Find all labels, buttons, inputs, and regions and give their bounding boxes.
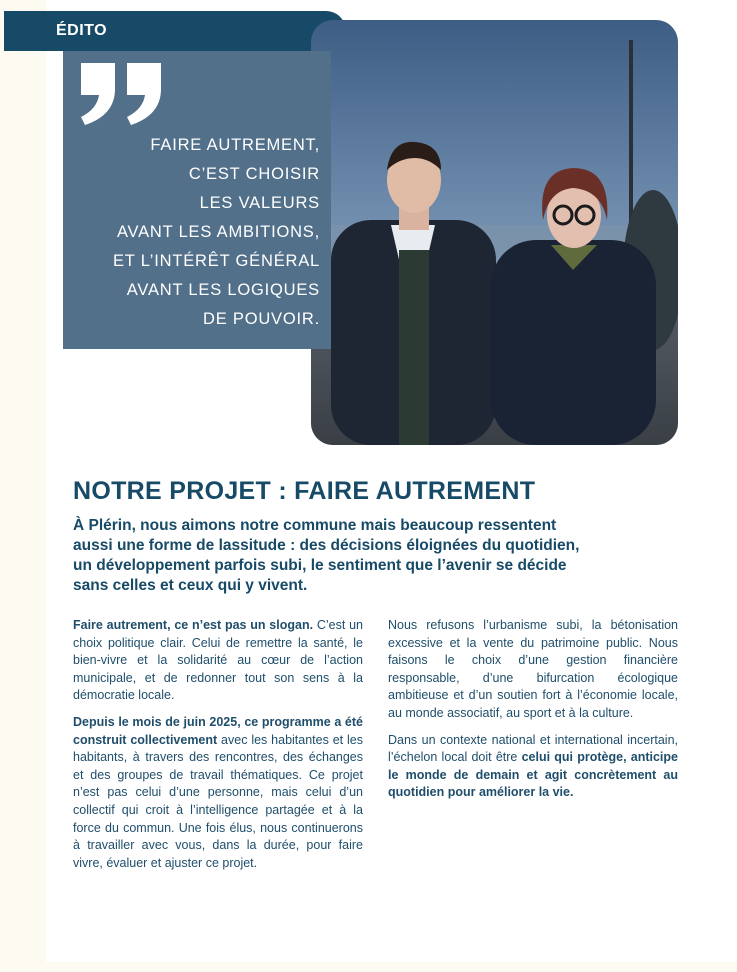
paragraph-emphasis: celui qui protège, anticipe le monde de demain et agit concrètement au quotidien pour améliorer la vie. xyxy=(388,750,678,800)
pull-quote xyxy=(63,51,331,349)
body-paragraph xyxy=(73,714,363,872)
section-label: ÉDITO xyxy=(56,22,108,39)
quote-text xyxy=(70,131,320,334)
body-paragraph xyxy=(388,617,678,723)
left-column xyxy=(73,617,363,881)
paragraph-emphasis: Faire autrement, ce n’est pas un slogan. xyxy=(73,618,314,632)
quote-line: AVANT LES AMBITIONS, xyxy=(116,223,320,241)
article-lead xyxy=(73,516,680,596)
quote-mark-icon xyxy=(77,59,167,127)
quote-line: DE POUVOIR. xyxy=(203,310,320,328)
paragraph-text: Dans un contexte national et international incertain, l’échelon local doit être xyxy=(388,732,678,765)
candidates-photo xyxy=(311,20,678,445)
quote-line: LES VALEURS xyxy=(199,194,320,212)
lead-line: un développement parfois subi, le sentiment que l’avenir se décide xyxy=(73,557,567,574)
article-title: NOTRE PROJET : FAIRE AUTREMENT xyxy=(73,477,536,505)
section-tab xyxy=(4,11,346,51)
body-paragraph xyxy=(73,617,363,705)
quote-line: AVANT LES LOGIQUES xyxy=(126,281,320,299)
quote-line: ET L’INTÉRÊT GÉNÉRAL xyxy=(112,252,320,270)
paragraph-text: avec les habitantes et les habitants, à travers des rencontres, des échanges et des groupes de travail thématiques. Ce projet n’est pas celui d’une personne, mais celui d’un collectif qui croit à l’intelligence partagée et à la force du commun. Une fois élus, nous continuerons à travailler avec vous, dans la durée, pour faire vivre, évaluer et ajuster ce projet. xyxy=(73,732,363,870)
paragraph-text: Nous refusons l’urbanisme subi, la bétonisation excessive et la vente du patrimoine public. Nous faisons le choix d’une gestion financière responsable, d’une bifurcation écologique ambitieuse et d’un soutien fort à l’économie locale, au monde associatif, au sport et à la culture. xyxy=(388,618,678,720)
quote-line: FAIRE AUTREMENT, xyxy=(150,136,320,154)
paragraph-emphasis: Depuis le mois de juin 2025, ce programme a été construit collectivement xyxy=(73,714,363,747)
lead-line: À Plérin, nous aimons notre commune mais beaucoup ressentent xyxy=(73,517,557,534)
paragraph-text: C’est un choix politique clair. Celui de remettre la santé, le bien-vivre et la solidarité au cœur de l’action municipale, et de redonner tout son sens à la démocratie locale. xyxy=(73,618,363,703)
right-column xyxy=(388,617,678,811)
quote-line: C’EST CHOISIR xyxy=(188,165,320,183)
lead-line: sans celles et ceux qui y vivent. xyxy=(73,577,308,594)
body-paragraph xyxy=(388,732,678,802)
lead-line: aussi une forme de lassitude : des décisions éloignées du quotidien, xyxy=(73,537,580,554)
